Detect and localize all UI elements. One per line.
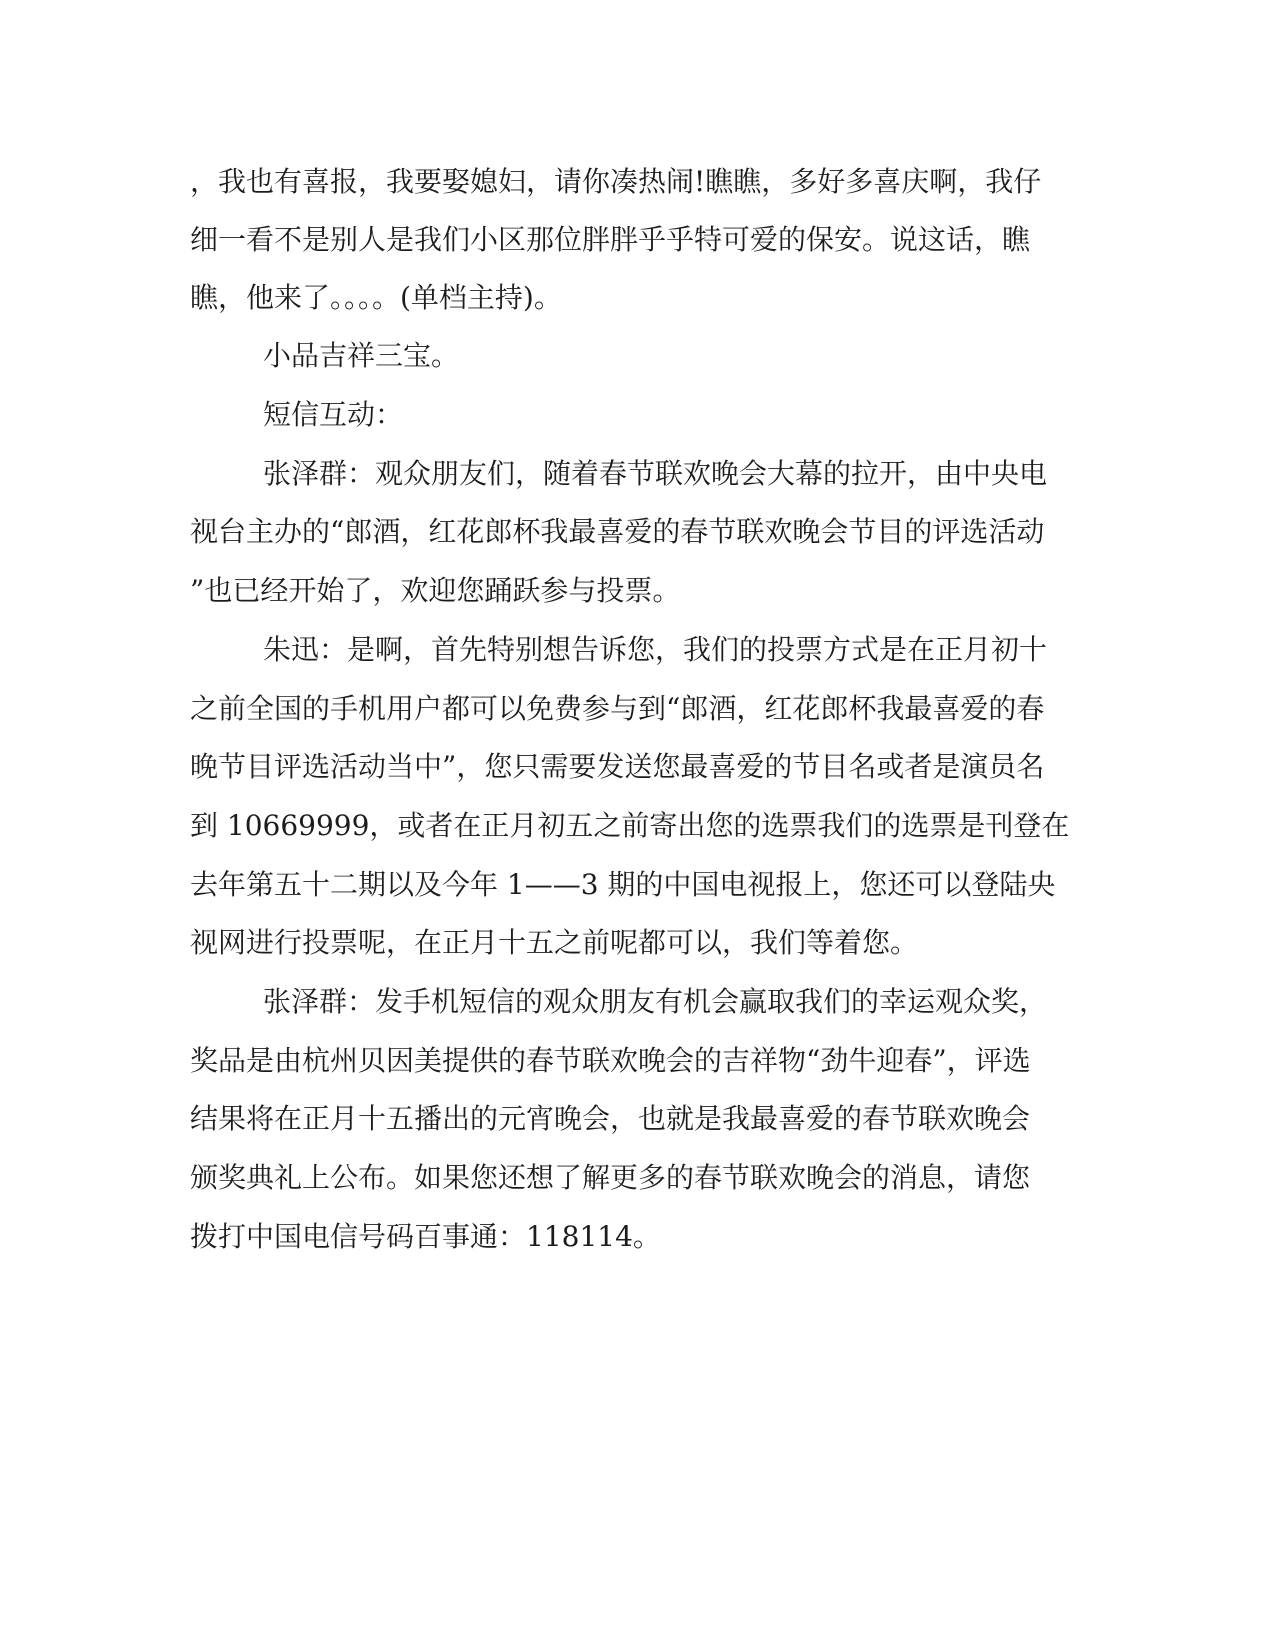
- text-line: ”也已经开始了，欢迎您踊跃参与投票。: [190, 574, 681, 607]
- text-line: 拨打中国电信号码百事通：118114。: [190, 1220, 661, 1253]
- text-line: 瞧，他来了。。。。(单档主持)。: [190, 281, 562, 314]
- text-line: 奖品是由杭州贝因美提供的春节联欢晚会的吉祥物“劲牛迎春”，评选: [190, 1044, 1031, 1077]
- text-line: ，我也有喜报，我要娶媳妇，请你凑热闹!瞧瞧，多好多喜庆啊，我仔: [190, 165, 1042, 198]
- text-line: 之前全国的手机用户都可以免费参与到“郎酒，红花郎杯我最喜爱的春: [190, 692, 1045, 725]
- text-line: 视台主办的“郎酒，红花郎杯我最喜爱的春节联欢晚会节目的评选活动: [190, 515, 1045, 548]
- text-line: 细一看不是别人是我们小区那位胖胖乎乎特可爱的保安。说这话，瞧: [190, 223, 1031, 256]
- text-line: 张泽群：发手机短信的观众朋友有机会赢取我们的幸运观众奖，: [263, 985, 1048, 1018]
- text-line: 短信互动：: [263, 398, 404, 431]
- text-line: 颁奖典礼上公布。如果您还想了解更多的春节联欢晚会的消息，请您: [190, 1161, 1031, 1194]
- text-line: 结果将在正月十五播出的元宵晚会，也就是我最喜爱的春节联欢晚会: [190, 1102, 1031, 1135]
- text-line: 到 10669999，或者在正月初五之前寄出您的选票我们的选票是刊登在: [190, 809, 1070, 842]
- text-line: 晚节目评选活动当中”，您只需要发送您最喜爱的节目名或者是演员名: [190, 750, 1045, 783]
- text-line: 视网进行投票呢，在正月十五之前呢都可以，我们等着您。: [190, 926, 919, 959]
- text-line: 朱迅：是啊，首先特别想告诉您，我们的投票方式是在正月初十: [263, 633, 1048, 666]
- text-line: 去年第五十二期以及今年 1——3 期的中国电视报上，您还可以登陆央: [190, 868, 1056, 901]
- text-line: 张泽群：观众朋友们，随着春节联欢晚会大幕的拉开，由中央电: [263, 457, 1048, 490]
- text-line: 小品吉祥三宝。: [263, 339, 460, 372]
